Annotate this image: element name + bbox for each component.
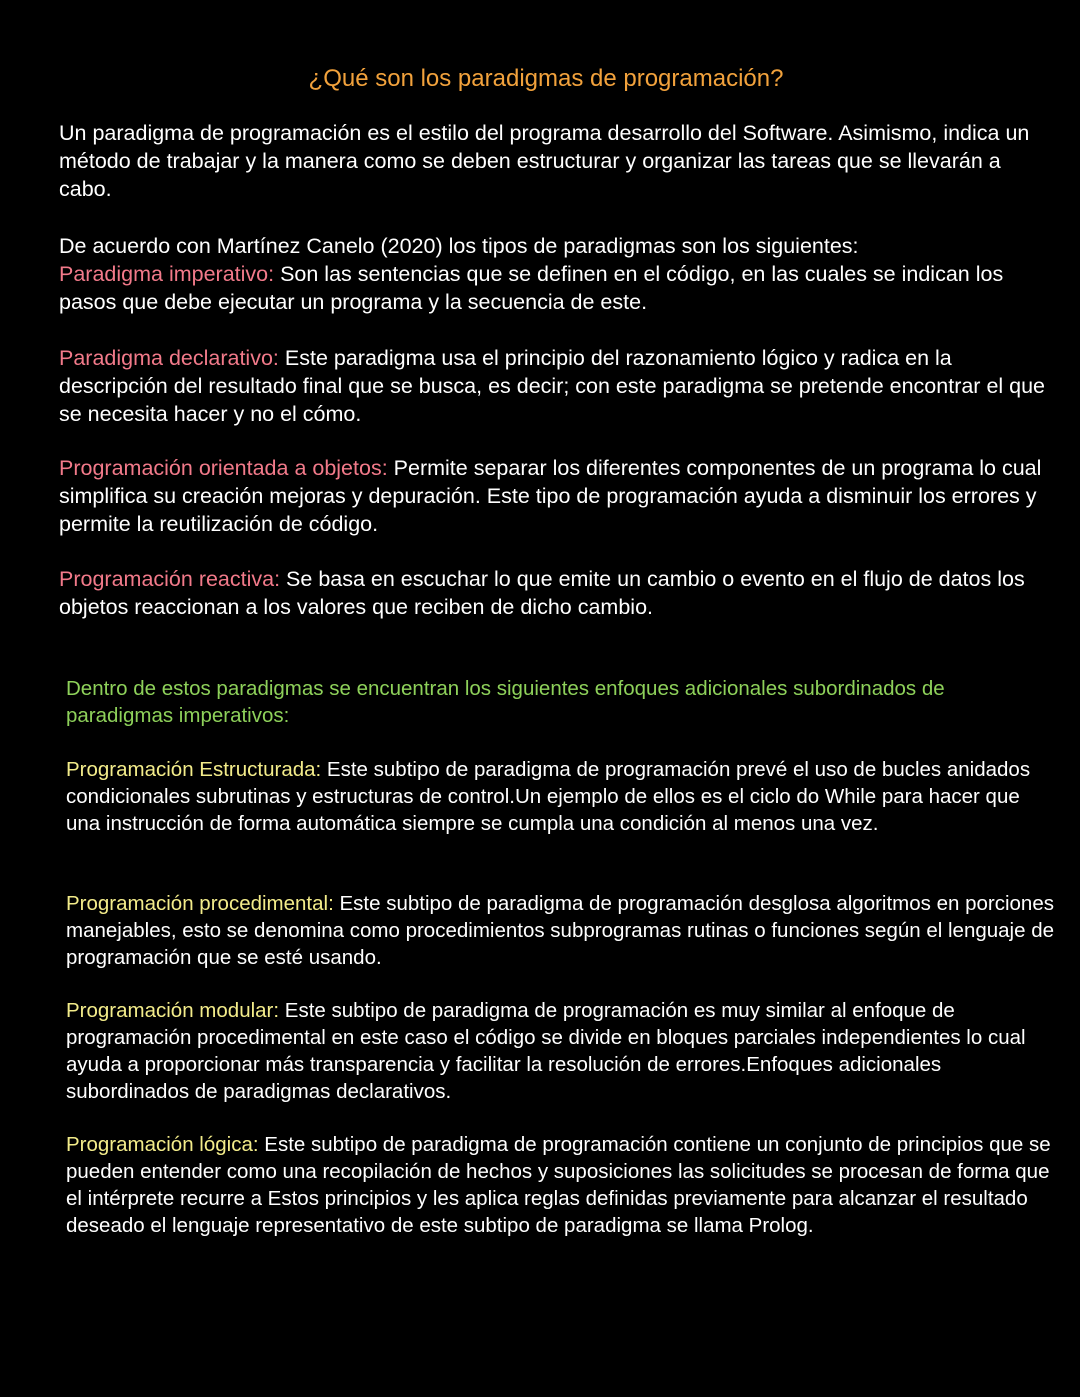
paradigm-label: Paradigma declarativo: (59, 346, 279, 370)
subtype-label: Programación procedimental: (66, 892, 334, 915)
paradigm-description: Se basa en escuchar lo que emite un cambio o evento en el flujo de datos los objetos reaccionan a los valores que reciben de dicho cambio. (59, 567, 1025, 619)
subtype-structured (66, 756, 1056, 837)
subtype-label: Programación modular: (66, 999, 280, 1022)
paradigm-description: Permite separar los diferentes componentes de un programa lo cual simplifica su creación mejoras y depuración. Este tipo de programación ayuda a disminuir los errores y permite la reutilización de código. (59, 456, 1042, 536)
subtype-logic (66, 1131, 1056, 1239)
subordinate-heading: Dentro de estos paradigmas se encuentran los siguientes enfoques adicionales subordinados de paradigmas imperativos: (66, 677, 945, 727)
subtype-description: Este subtipo de paradigma de programación desglosa algoritmos en porciones manejables, esto se denomina como procedimientos subprogramas rutinas o funciones según el lenguaje de programación que se esté usando. (66, 892, 1055, 969)
subtype-description: Este subtipo de paradigma de programación contiene un conjunto de principios que se pueden entender como una recopilación de hechos y suposiciones las solicitudes se procesan de forma que el intérprete recurre a Estos principios y les aplica reglas definidas previamente para alcanzar el resultado deseado el lenguaje representativo de este subtipo de paradigma se llama Prolog. (66, 1133, 1051, 1237)
subtype-label: Programación Estructurada: (66, 758, 322, 781)
paradigm-label: Programación orientada a objetos: (59, 456, 388, 480)
subtype-label: Programación lógica: (66, 1133, 259, 1156)
paradigm-oop (59, 454, 1049, 538)
page-title: ¿Qué son los paradigmas de programación? (308, 65, 784, 92)
subtype-description: Este subtipo de paradigma de programación prevé el uso de bucles anidados condicionales subrutinas y estructuras de control.Un ejemplo de ellos es el ciclo do While para hacer que una instrucción de forma automática siempre se cumpla una condición al menos una vez. (66, 758, 1031, 835)
paradigm-description: Este paradigma usa el principio del razonamiento lógico y radica en la descripción del resultado final que se busca, es decir; con este paradigma se pretende encontrar el que se necesita hacer y no el cómo. (59, 346, 1046, 426)
subtype-procedural (66, 890, 1056, 971)
paradigm-description: Son las sentencias que se definen en el código, en las cuales se indican los pasos que debe ejecutar un programa y la secuencia de este. (59, 262, 1004, 314)
paradigm-label: Programación reactiva: (59, 567, 281, 591)
paradigm-reactive (59, 565, 1049, 621)
subtype-modular (66, 997, 1056, 1105)
paradigm-label: Paradigma imperativo: (59, 262, 275, 286)
intro-paragraph: Un paradigma de programación es el estilo del programa desarrollo del Software. Asimismo, indica un método de trabajar y la manera como se deben estructurar y organizar las tareas que se llevarán a cabo. (59, 121, 1030, 201)
intro-paradigm-types: De acuerdo con Martínez Canelo (2020) los tipos de paradigmas son los siguientes: (59, 234, 859, 258)
subtype-description: Este subtipo de paradigma de programación es muy similar al enfoque de programación procedimental en este caso el código se divide en bloques parciales independientes lo cual ayuda a proporcionar más transparencia y facilitar la resolución de errores.Enfoques adicionales subordinados de paradigmas declarativos. (66, 999, 1026, 1103)
paradigm-declarative (59, 344, 1049, 428)
paradigm-imperative (59, 260, 1049, 316)
